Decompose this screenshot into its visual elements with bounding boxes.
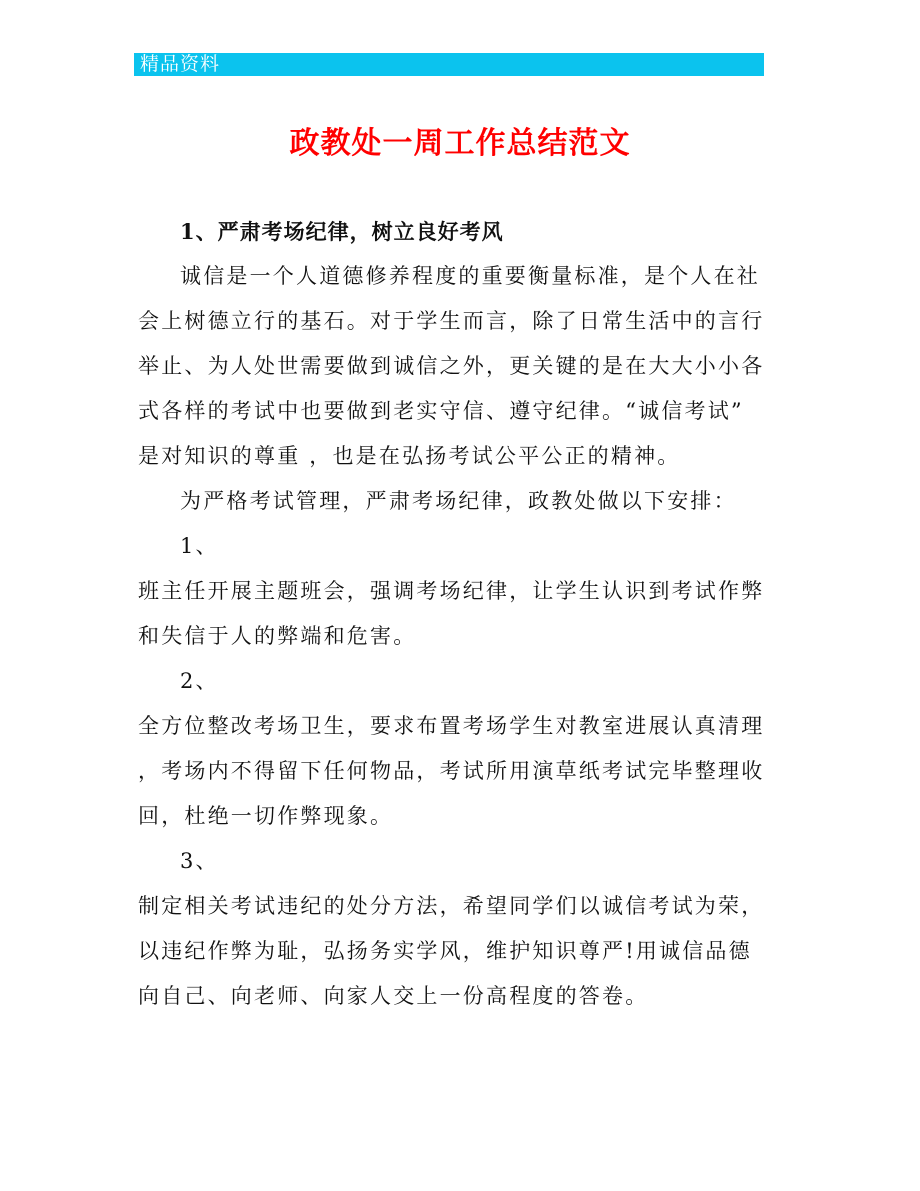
body-line: 会上树德立行的基石。对于学生而言，除了日常生活中的言行 [138,309,765,333]
body-line: ，考场内不得留下任何物品，考试所用演草纸考试完毕整理收 [138,759,765,783]
paragraph-lines [138,263,788,1010]
body-line: 为严格考试管理，严肃考场纪律，政教处做以下安排： [180,489,737,513]
document-title: 政教处一周工作总结范文 [289,126,631,161]
document-body [138,218,788,1028]
body-line: 向自己、向老师、向家人交上一份高程度的答卷。 [138,984,649,1008]
body-line: 2、 [180,669,219,693]
body-line: 举止、为人处世需要做到诚信之外，更关键的是在大大小小各 [138,354,765,378]
body-line: 诚信是一个人道德修养程度的重要衡量标准，是个人在社 [180,264,760,288]
body-line: 以违纪作弊为耻，弘扬务实学风，维护知识尊严!用诚信品德 [138,939,752,963]
section-heading: 1、严肃考场纪律，树立良好考风 [180,219,504,244]
body-line: 回，杜绝一切作弊现象。 [138,804,394,828]
banner-label: 精品资料 [140,53,221,75]
header-banner [134,53,764,76]
body-line: 班主任开展主题班会，强调考场纪律，让学生认识到考试作弊 [138,579,765,603]
body-line: 制定相关考试违纪的处分方法，希望同学们以诚信考试为荣， [138,894,765,918]
body-line: 1、 [180,534,219,558]
body-line: 全方位整改考场卫生，要求布置考场学生对教室进展认真清理 [138,714,765,738]
body-line: 是对知识的尊重 ，也是在弘扬考试公平公正的精神。 [138,444,681,468]
body-line: 3、 [180,849,219,873]
body-line: 式各样的考试中也要做到老实守信、遵守纪律。“诚信考试” [138,399,744,423]
body-line: 和失信于人的弊端和危害。 [138,624,417,648]
